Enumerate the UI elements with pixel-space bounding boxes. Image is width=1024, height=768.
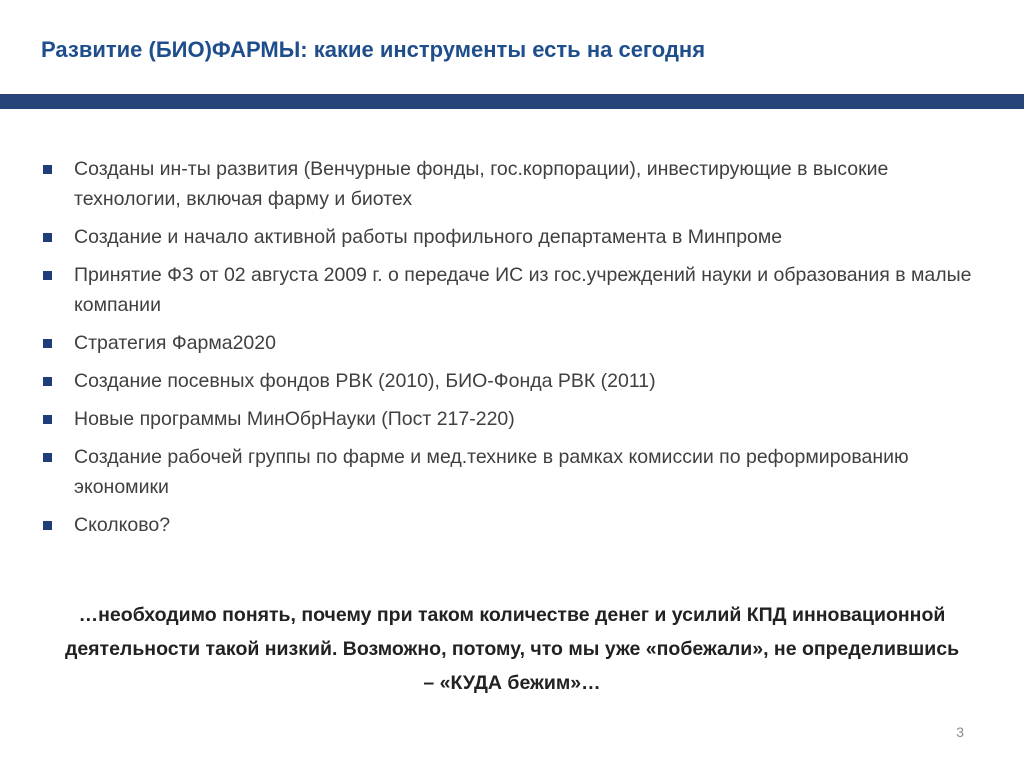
- square-bullet-icon: [43, 233, 52, 242]
- title-divider-bar: [0, 94, 1024, 109]
- bullet-text: Созданы ин-ты развития (Венчурные фонды, гос.корпорации), инвестирующие в высокие технологии, включая фарму и биотех: [74, 158, 889, 210]
- bullet-item: [42, 442, 982, 502]
- page-number: 3: [956, 724, 964, 740]
- square-bullet-icon: [43, 377, 52, 386]
- bullet-item: [42, 154, 982, 214]
- square-bullet-icon: [43, 271, 52, 280]
- bullet-item: [42, 404, 982, 434]
- bullet-item: [42, 366, 982, 396]
- bullet-text: Создание рабочей группы по фарме и мед.технике в рамках комиссии по реформированию экономики: [74, 446, 909, 498]
- conclusion-text: …необходимо понять, почему при таком количестве денег и усилий КПД инновационной деятельности такой низкий. Возможно, потому, что мы уже «побежали», не определившись – «КУДА бежим»…: [64, 604, 960, 694]
- bullet-item: [42, 222, 982, 252]
- square-bullet-icon: [43, 453, 52, 462]
- bullet-item: [42, 328, 982, 358]
- bullet-item: [42, 510, 982, 540]
- square-bullet-icon: [43, 521, 52, 530]
- bullet-item: [42, 260, 982, 320]
- bullet-text: Создание посевных фондов РВК (2010), БИО-Фонда РВК (2011): [74, 370, 656, 392]
- square-bullet-icon: [43, 339, 52, 348]
- bullet-text: Сколково?: [74, 514, 171, 536]
- slide-title: Развитие (БИО)ФАРМЫ: какие инструменты есть на сегодня: [41, 37, 706, 62]
- bullet-text: Создание и начало активной работы профильного департамента в Минпроме: [74, 226, 783, 248]
- bullet-text: Принятие ФЗ от 02 августа 2009 г. о передаче ИС из гос.учреждений науки и образования в малые компании: [74, 264, 972, 316]
- square-bullet-icon: [43, 415, 52, 424]
- bullet-text: Стратегия Фарма2020: [74, 332, 276, 354]
- bullet-text: Новые программы МинОбрНауки (Пост 217-220): [74, 408, 515, 430]
- bullet-list: [42, 154, 982, 548]
- square-bullet-icon: [43, 165, 52, 174]
